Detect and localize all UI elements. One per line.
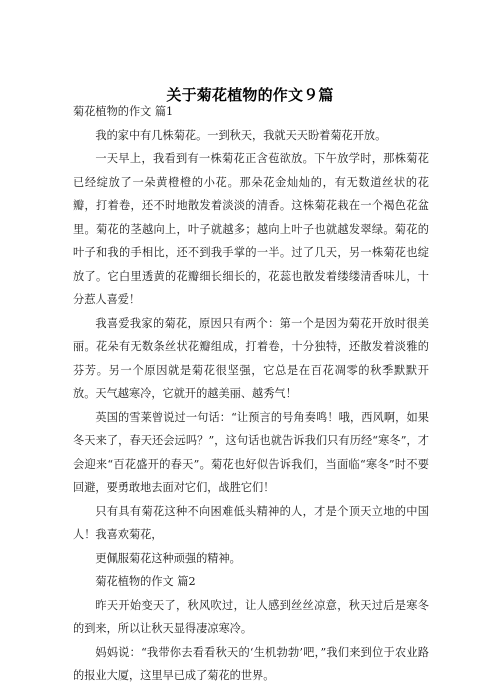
paragraph: 一天早上，我看到有一株菊花正含苞欲放。下午放学时，那株菊花已经绽放了一朵黄橙橙的小花。那朵花金灿灿的，有无数道丝状的花瓣，打着卷，还不时地散发着淡淡的清香。这株菊花栽在一个褐色花盆里。菊花的茎越向上，叶子就越多；越向上叶子也就越发翠绿。菊花的叶子和我的手相比，还不到我手掌的一半。过了几天，另一株菊花也绽放了。它白里透黄的花瓣细长细长的，花蕊也散发着缕缕清香味儿，十分惹人喜爱！ [73,152,429,306]
paragraph: 我喜爱我家的菊花，原因只有两个：第一个是因为菊花开放时很美丽。花朵有无数条丝状花瓣组成，打着卷，十分独特，还散发着淡雅的芬芳。另一个原因就是菊花很坚强，它总是在百花凋零的秋季默默开放。天气越寒冷，它就开的越美丽、越秀气！ [73,316,429,400]
paragraph: 妈妈说：“我带你去看看秋天的‘生机勃勃’吧，”我们来到位于农业路的报业大厦，这里早已成了菊花的世界。 [73,645,429,682]
paragraph: 只有具有菊花这种不向困难低头精神的人，才是个顶天立地的中国人！我喜欢菊花， [73,504,429,541]
paragraph: 英国的雪莱曾说过一句话：“让预言的号角奏鸣！哦，西风啊，如果冬天来了，春天还会远吗？”，这句话也就告诉我们只有历经“寒冬”，才会迎来“百花盛开的春天”。菊花也好似告诉我们，当面临“寒冬”时不要回避，要勇敢地去面对它们，战胜它们！ [73,410,429,494]
paragraph: 更佩服菊花这种顽强的精神。 [95,551,241,565]
document-body [73,100,429,688]
paragraph: 昨天开始变天了，秋风吹过，让人感到丝丝凉意，秋天过后是寒冬的到来，所以让秋天显得凄凉寒冷。 [73,598,429,635]
section-heading: 菊花植物的作文 篇1 [73,105,174,118]
document-title: 关于菊花植物的作文９篇 [166,86,334,105]
paragraph: 我的家中有几株菊花。一到秋天，我就天天盼着菊花开放。 [95,128,387,142]
section-heading: 菊花植物的作文 篇2 [95,575,196,588]
